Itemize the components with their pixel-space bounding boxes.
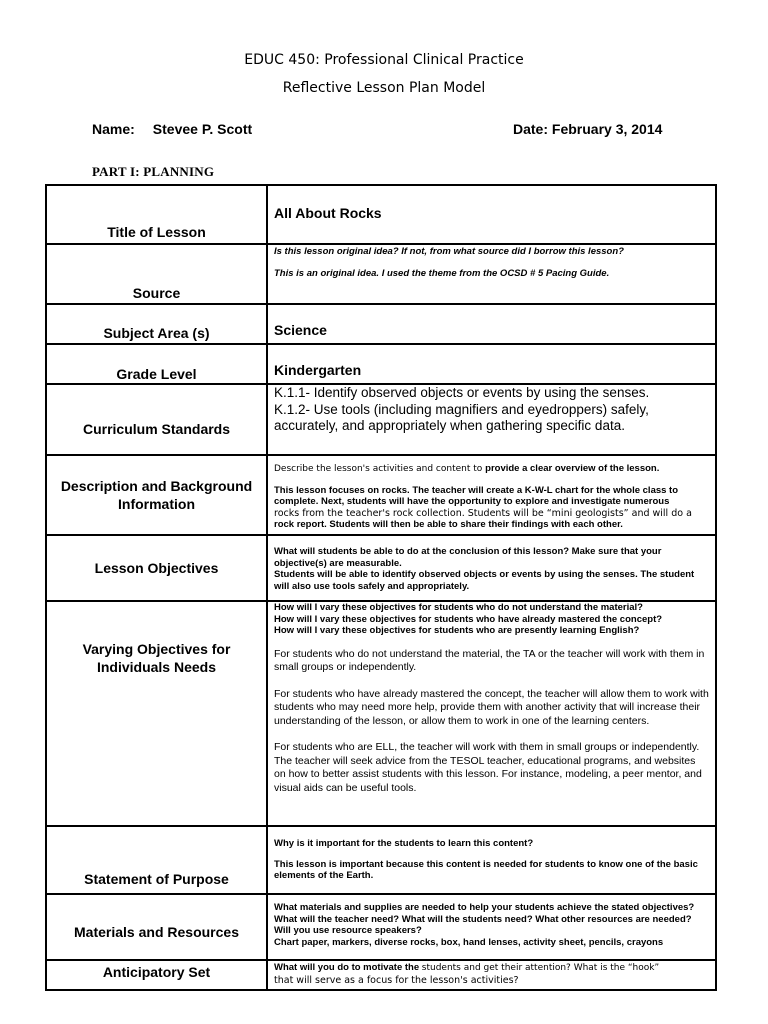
row-label: Grade Level <box>116 366 197 382</box>
varying-paragraph-1: For students who do not understand the material, the TA or the teacher will work with them in small groups or independently. <box>274 647 705 673</box>
course-title: EDUC 450: Professional Clinical Practice <box>244 52 524 68</box>
table-row-title <box>46 185 716 244</box>
purpose-question: Why is it important for the students to learn this content? <box>274 838 534 849</box>
table-row-description <box>46 455 716 535</box>
row-label-cell <box>46 826 267 894</box>
row-label-cell <box>46 185 267 244</box>
purpose-answer: This lesson is important because this content is needed for students to know one of the basic elements of the Earth. <box>274 858 698 881</box>
name-label: Name: <box>92 121 135 137</box>
description-prompt-lead: Describe the lesson's activities and content to <box>274 464 486 474</box>
name-line <box>92 121 252 137</box>
grade-value: Kindergarten <box>274 362 362 378</box>
description-body: This lesson focuses on rocks. The teacher will create a K-W-L chart for the whole class to complete. Next, students will have the opportunity to explore and investigate numerous <box>274 484 679 507</box>
subject-value: Science <box>274 322 327 338</box>
row-label-cell <box>46 304 267 344</box>
objectives-question: What will students be able to do at the conclusion of this lesson? Make sure that your objective(s) are measurable. <box>274 546 662 569</box>
table-row-varying <box>46 601 716 826</box>
varying-paragraph-3: For students who are ELL, the teacher will work with them in small groups or independently. The teacher will seek advice from the TESOL teacher, educational programs, and websites on how to better assist students with this lesson. For instance, modeling, a peer mentor, and visual aids can be useful tools. <box>274 741 702 794</box>
row-value-cell <box>267 601 716 826</box>
row-label: Source <box>132 285 181 301</box>
varying-question-2: How will I vary these objectives for students who have already mastered the concept? <box>274 613 663 625</box>
source-answer: This is an original idea. I used the theme from the OCSD # 5 Pacing Guide. <box>274 268 610 279</box>
row-value-cell <box>267 455 716 535</box>
row-label-cell <box>46 384 267 455</box>
varying-question-1: How will I vary these objectives for students who do not understand the material? <box>274 602 643 613</box>
row-label: Curriculum Standards <box>82 420 231 437</box>
name-value: Stevee P. Scott <box>152 121 253 137</box>
anticipatory-prompt-end: that will serve as a focus for the lesson's activities? <box>274 974 519 986</box>
row-label: Description and Background Information <box>60 478 253 512</box>
row-value-cell <box>267 960 716 990</box>
description-prompt <box>274 463 709 476</box>
row-label-cell <box>46 601 267 826</box>
row-label: Title of Lesson <box>107 224 206 240</box>
row-label-cell <box>46 894 267 960</box>
varying-paragraph-2: For students who have already mastered the concept, the teacher will allow them to work with students who may need more help, provide them with another activity that will increase their understanding of the lesson, or allow them to work in one of the learning centers. <box>274 687 709 727</box>
lesson-plan-table <box>45 184 717 991</box>
row-value-cell <box>267 535 716 601</box>
row-value-cell <box>267 244 716 304</box>
row-value-cell <box>267 304 716 344</box>
row-value-cell <box>267 344 716 384</box>
row-value-cell <box>267 894 716 960</box>
description-body-continued: rocks from the teacher's rock collection. Students will be “mini geologists” and will do a <box>274 507 692 519</box>
row-label: Anticipatory Set <box>102 964 211 980</box>
row-value-cell <box>267 826 716 894</box>
lesson-title-value: All About Rocks <box>274 205 382 221</box>
date-line: Date: February 3, 2014 <box>513 121 663 137</box>
row-value-cell <box>267 185 716 244</box>
table-row-subject <box>46 304 716 344</box>
row-label: Subject Area (s) <box>103 325 210 341</box>
section-heading: PART I: PLANNING <box>92 164 215 179</box>
row-label: Statement of Purpose <box>84 871 229 887</box>
anticipatory-prompt <box>274 962 709 975</box>
row-label-cell <box>46 535 267 601</box>
row-label-cell <box>46 455 267 535</box>
source-question: Is this lesson original idea? If not, from what source did I borrow this lesson? <box>274 246 624 257</box>
row-label-cell <box>46 344 267 384</box>
table-row-source <box>46 244 716 304</box>
row-label: Varying Objectives for Individuals Needs <box>82 641 231 675</box>
materials-answer: Chart paper, markers, diverse rocks, box, hand lenses, activity sheet, pencils, crayons <box>274 936 664 948</box>
description-prompt-emphasis: provide a clear overview of the lesson. <box>485 463 660 474</box>
table-row-materials <box>46 894 716 960</box>
document-subtitle: Reflective Lesson Plan Model <box>282 80 486 96</box>
varying-question-3: How will I vary these objectives for students who are presently learning English? <box>274 625 640 636</box>
row-label-cell <box>46 960 267 990</box>
table-row-grade <box>46 344 716 384</box>
description-body-end: rock report. Students will then be able to share their findings with each other. <box>274 519 623 530</box>
anticipatory-prompt-lead: What will you do to motivate the <box>274 962 422 973</box>
objectives-answer: Students will be able to identify observed objects or events by using the senses. The student will also use tools safely and appropriately. <box>274 569 695 592</box>
row-value-cell <box>267 384 716 455</box>
row-label-cell <box>46 244 267 304</box>
standard-k-1-1: K.1.1- Identify observed objects or events by using the senses. <box>274 385 650 400</box>
standard-k-1-2: K.1.2- Use tools (including magnifiers and eyedroppers) safely, accurately, and appropriately when gathering specific data. <box>274 401 649 433</box>
anticipatory-prompt-rest: students and get their attention? What is the “hook” <box>421 963 660 973</box>
table-row-anticipatory <box>46 960 716 990</box>
table-row-standards <box>46 384 716 455</box>
table-row-purpose <box>46 826 716 894</box>
row-label: Lesson Objectives <box>94 560 219 576</box>
row-label: Materials and Resources <box>74 924 239 940</box>
table-row-objectives <box>46 535 716 601</box>
materials-question: What materials and supplies are needed to help your students achieve the stated objectives? What will the teacher need? What will the students need? What other resources are needed? Will you use resource speakers? <box>274 902 695 936</box>
